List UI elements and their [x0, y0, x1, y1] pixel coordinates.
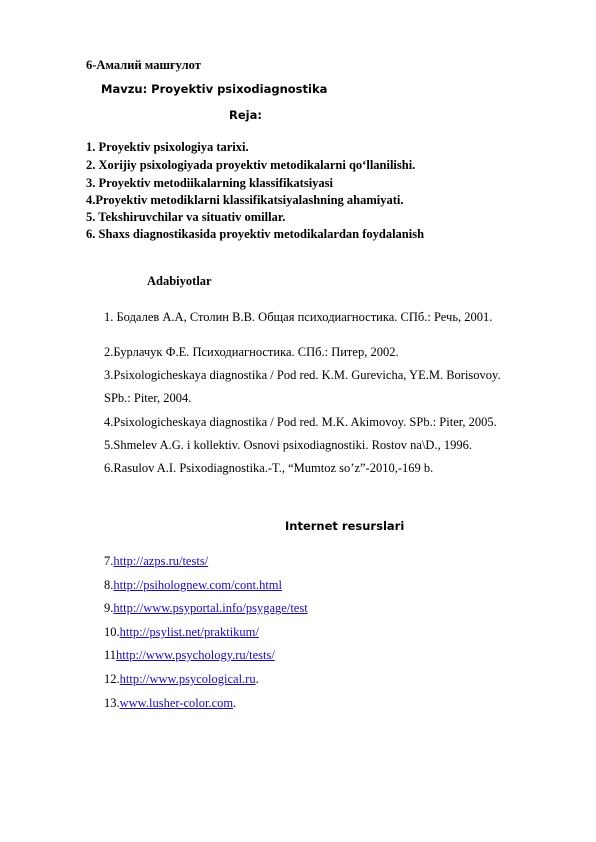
internet-item	[104, 601, 308, 616]
item-number: 7.	[104, 554, 114, 568]
item-number: 9.	[104, 601, 114, 615]
resource-link[interactable]: http://www.psycological.ru	[119, 672, 256, 686]
internet-item	[104, 554, 208, 569]
internet-item	[104, 696, 236, 711]
plan-item: 5. Tekshiruvchilar va situativ omillar.	[86, 210, 286, 224]
plan-item: 6. Shaxs diagnostikasida proyektiv metodikalardan foydalanish	[86, 227, 425, 241]
item-number: 8.	[104, 578, 114, 592]
item-number: 13.	[104, 696, 120, 710]
internet-item	[104, 648, 275, 663]
topic-line: Mavzu: Proyektiv psixodiagnostika	[101, 82, 328, 96]
resource-link[interactable]: http://www.psychology.ru/tests/	[116, 648, 275, 662]
document-title: 6-Амалий машғулот	[86, 58, 201, 72]
literature-item: 4.Psixologicheskaya diagnostika / Pod red. M.K. Akimovoy. SPb.: Piter, 2005.	[104, 415, 497, 429]
internet-item	[104, 578, 282, 593]
item-suffix: .	[233, 696, 237, 710]
internet-item	[104, 672, 259, 687]
item-number: 10.	[104, 625, 120, 639]
literature-item: 2.Бурлачук Ф.Е. Психодиагностика. СПб.: Питер, 2002.	[104, 345, 399, 359]
plan-item: 1. Proyektiv psixologiya tarixi.	[86, 140, 249, 154]
item-number: 12.	[104, 672, 120, 686]
plan-item: 4.Proyektiv metodiklarni klassifikatsiyalashning ahamiyati.	[86, 193, 404, 207]
resource-link[interactable]: www.lusher-color.com	[119, 696, 234, 710]
item-number: 11	[104, 648, 117, 662]
literature-item: 3.Psixologicheskaya diagnostika / Pod red. K.M. Gurevicha, YE.M. Borisovoy.	[104, 368, 501, 382]
literature-item: 6.Rasulov A.I. Psixodiagnostika.-T., “Mumtoz so’z”-2010,-169 b.	[104, 461, 434, 475]
item-suffix: .	[255, 672, 259, 686]
internet-heading: Internet resurslari	[285, 519, 405, 533]
plan-item: 3. Proyektiv metodiikalarning klassifikatsiyasi	[86, 176, 334, 190]
literature-item: 5.Shmelev A.G. i kollektiv. Osnovi psixodiagnostiki. Rostov na\D., 1996.	[104, 438, 472, 452]
resource-link[interactable]: http://psiholognew.com/cont.html	[113, 578, 282, 592]
resource-link[interactable]: http://www.psyportal.info/psygage/test	[113, 601, 308, 615]
plan-heading: Reja:	[229, 108, 262, 122]
literature-item: SPb.: Piter, 2004.	[104, 391, 192, 405]
literature-heading: Adabiyotlar	[147, 274, 212, 288]
internet-item	[104, 625, 259, 640]
plan-item: 2. Xorijiy psixologiyada proyektiv metodikalarni qo‘llanilishi.	[86, 158, 416, 172]
resource-link[interactable]: http://psylist.net/praktikum/	[119, 625, 259, 639]
resource-link[interactable]: http://azps.ru/tests/	[113, 554, 209, 568]
literature-item: 1. Бодалев А.А, Столин В.В. Общая психодиагностика. СПб.: Речь, 2001.	[104, 310, 493, 324]
